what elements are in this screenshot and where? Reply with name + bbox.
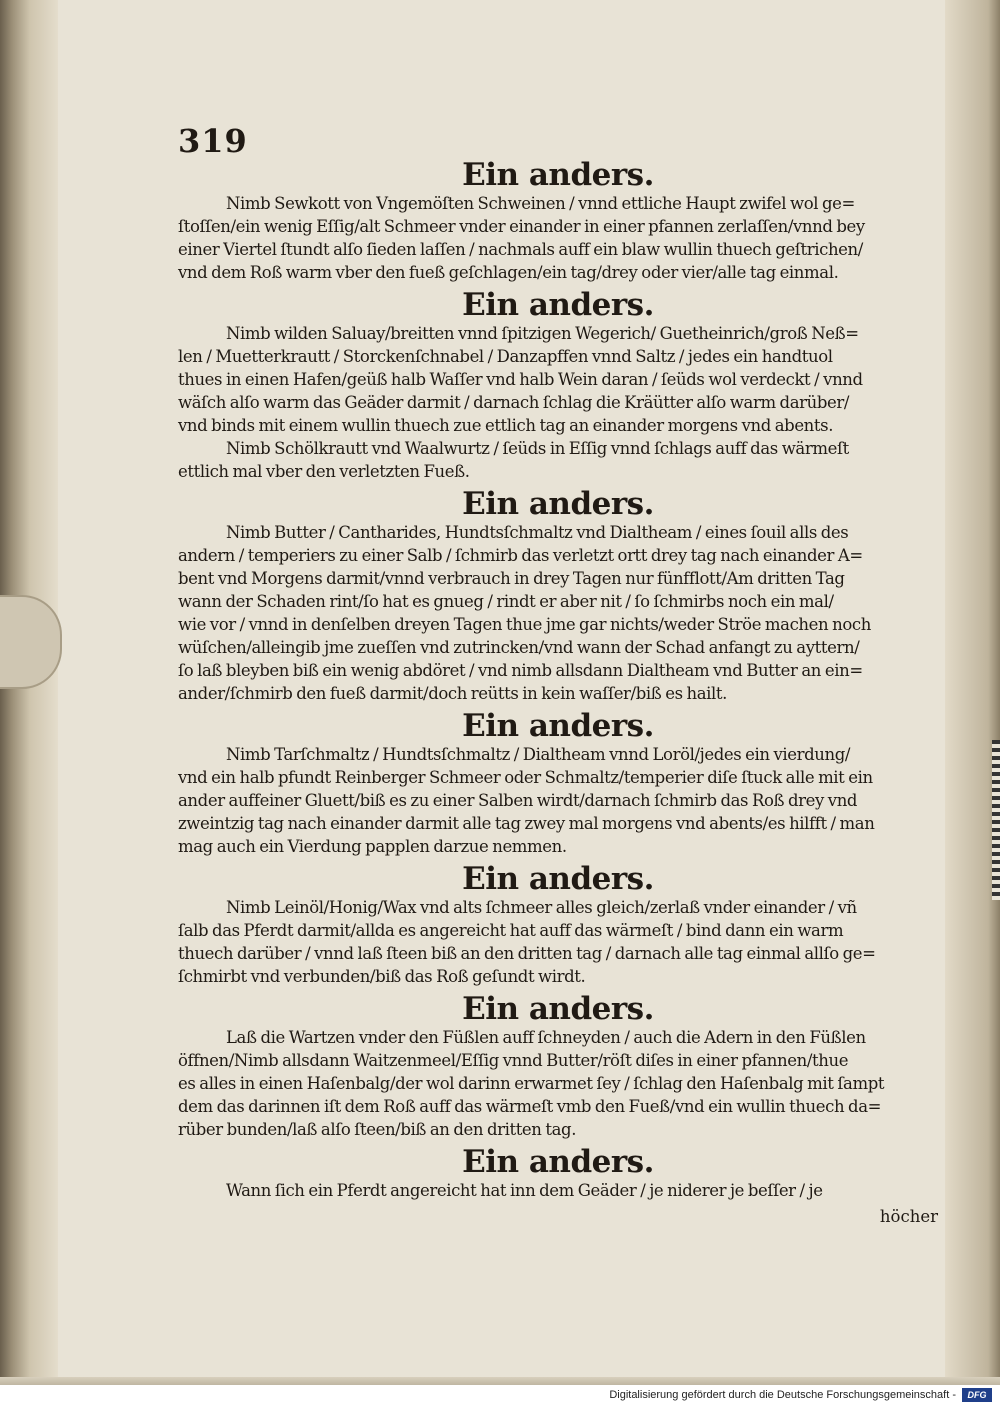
text-line: Nimb Leinöl/Honig/Wax vnd alts ſchmeer alles gleich/zerlaß vnder einander / vñ <box>226 898 857 917</box>
text-line: dem das darinnen iſt dem Roß auff das wärmeſt vmb den Fueß/vnd ein wullin thuech da= <box>178 1097 882 1116</box>
footer-bar <box>0 1385 1000 1407</box>
text-line: wäſch alſo warm das Geäder darmit / darnach ſchlag die Kräütter alſo warm darüber/ <box>178 393 850 412</box>
text-line: zweintzig tag nach einander darmit alle tag zwey mal morgens vnd abents/es hilfft / man <box>178 814 875 833</box>
page-number: 319 <box>178 122 248 160</box>
text-line: ander/ſchmirb den fueß darmit/doch reütts in kein waſſer/biß es hailt. <box>178 684 727 703</box>
text-line: wüſchen/alleingib jme zueſſen vnd zutrincken/vnd wann der Schad anfangt zu ayttern/ <box>178 638 860 657</box>
section-paragraph <box>178 1179 938 1202</box>
catchword: höcher <box>879 1207 938 1226</box>
text-line: Nimb Sewkott von Vngemöſten Schweinen / vnnd ettliche Haupt zwifel wol ge= <box>226 194 855 213</box>
text-line: thuech darüber / vnnd laß ſteen biß an den dritten tag / darnach alle tag einmal allſo ge= <box>178 944 876 963</box>
text-line: vnd binds mit einem wullin thuech zue ettlich tag an einander morgens vnd abents. <box>178 416 834 435</box>
text-line: wie vor / vnnd in denſelben dreyen Tagen thue jme gar nichts/weder Ströe machen noch <box>178 615 871 634</box>
text-line: ſalb das Pferdt darmit/allda es angereicht hat auff das wärmeſt / bind dann ein warm <box>178 921 844 940</box>
text-line: es alles in einen Haſenbalg/der wol darinn erwarmet ſey / ſchlag den Haſenbalg mit ſampt <box>178 1074 885 1093</box>
section-heading: Ein anders. <box>462 1144 654 1180</box>
scan-ruler <box>992 740 1000 900</box>
section-paragraph <box>178 743 938 858</box>
text-line: thues in einen Hafen/geüß halb Waſſer vnd halb Wein daran / ſeüds wol verdeckt / vnnd <box>178 370 863 389</box>
text-line: vnd ein halb pfundt Reinberger Schmeer oder Schmaltz/temperier diſe ſtuck alle mit ein <box>178 768 873 787</box>
text-line: andern / temperiers zu einer Salb / ſchmirb das verletzt ortt drey tag nach einander A= <box>178 546 863 565</box>
section-paragraph <box>178 322 938 483</box>
text-line: einer Viertel ſtundt alſo ſieden laſſen / nachmals auff ein blaw wullin thuech geſtrichen/ <box>178 240 863 259</box>
page-sections <box>178 158 938 1202</box>
section-heading: Ein anders. <box>462 708 654 744</box>
section-heading: Ein anders. <box>462 287 654 323</box>
section-heading: Ein anders. <box>462 486 654 522</box>
text-line: vnd dem Roß warm vber den fueß geſchlagen/ein tag/drey oder vier/alle tag einmal. <box>178 263 839 282</box>
text-line: ſchmirbt vnd verbunden/biß das Roß geſundt wirdt. <box>178 967 586 986</box>
section-paragraph <box>178 521 938 705</box>
section-heading: Ein anders. <box>462 991 654 1027</box>
section-heading: Ein anders. <box>462 157 654 193</box>
text-line: Nimb Schölkrautt vnd Waalwurtz / ſeüds in Eſſig vnnd ſchlags auff das wärmeſt <box>226 439 849 458</box>
text-line: bent vnd Morgens darmit/vnnd verbrauch in drey Tagen nur fünfflott/Am dritten Tag <box>178 569 845 588</box>
section-heading: Ein anders. <box>462 861 654 897</box>
footer-credit: Digitalisierung gefördert durch die Deutsche Forschungsgemeinschaft - <box>609 1389 956 1401</box>
text-line: ander auffeiner Gluett/biß es zu einer Salben wirdt/darnach ſchmirb das Roß drey vnd <box>178 791 858 810</box>
text-line: Nimb wilden Saluay/breitten vnnd ſpitzigen Wegerich/ Guetheinrich/groß Neß= <box>226 324 859 343</box>
book-gutter <box>0 0 58 1385</box>
text-line: ſo laß bleyben biß ein wenig abdöret / vnd nimb allsdann Dialtheam vnd Butter an ein= <box>178 661 863 680</box>
text-line: ettlich mal vber den verletzten Fueß. <box>178 462 470 481</box>
text-line: Laß die Wartzen vnder den Füßlen auff ſchneyden / auch die Adern in den Füßlen <box>226 1028 866 1047</box>
section-paragraph <box>178 896 938 988</box>
text-line: Nimb Butter / Cantharides, Hundtsſchmaltz vnd Dialtheam / eines ſouil alls des <box>226 523 849 542</box>
text-line: mag auch ein Vierdung papplen darzue nemmen. <box>178 837 567 856</box>
section-paragraph <box>178 1026 938 1141</box>
dfg-logo: DFG <box>962 1388 992 1402</box>
text-line: ſtoſſen/ein wenig Eſſig/alt Schmeer vnder einander in einer pfannen zerlaſſen/vnnd bey <box>178 217 865 236</box>
text-line: wann der Schaden rint/ſo hat es gnueg / rindt er aber nit / ſo ſchmirbs noch ein mal/ <box>178 592 834 611</box>
text-line: Wann ſich ein Pferdt angereicht hat inn dem Geäder / je niderer je beſſer / je <box>226 1181 823 1200</box>
text-line: len / Muetterkrautt / Storckenſchnabel / Danzapffen vnnd Saltz / jedes ein handtuol <box>178 347 833 366</box>
section-paragraph <box>178 192 938 284</box>
book-page-edge <box>945 0 1000 1385</box>
book-page <box>178 122 938 1226</box>
text-line: Nimb Tarſchmaltz / Hundtsſchmaltz / Dialtheam vnnd Loröl/jedes ein vierdung/ <box>226 745 851 764</box>
text-line: öffnen/Nimb allsdann Waitzenmeel/Eſſig vnnd Butter/röſt diſes in einer pfannen/thue <box>178 1051 849 1070</box>
text-line: rüber bunden/laß alſo ſteen/biß an den dritten tag. <box>178 1120 577 1139</box>
